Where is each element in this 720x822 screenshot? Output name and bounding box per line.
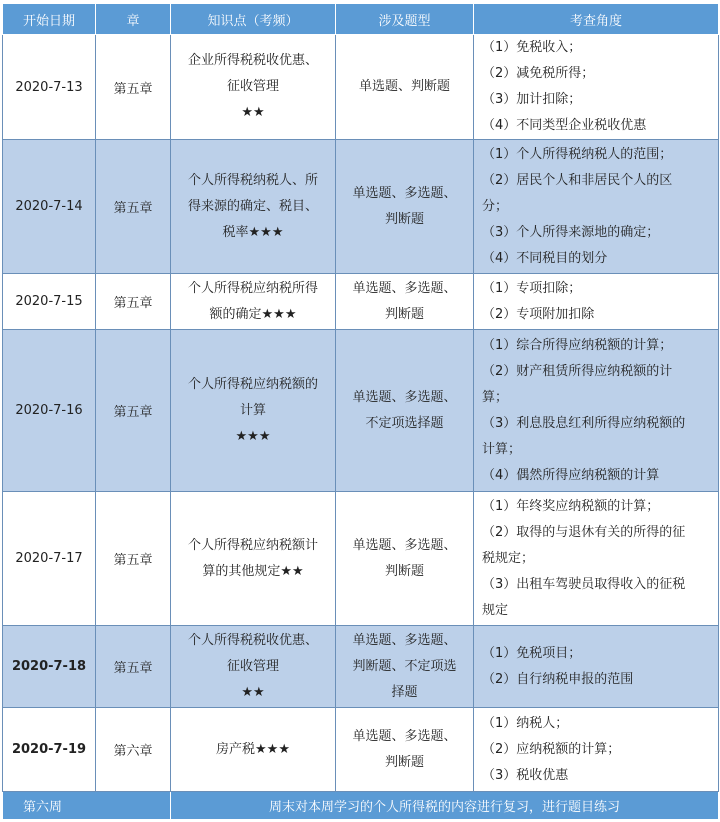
question-type-line: 单选题、多选题、 — [352, 537, 457, 553]
date-cell: 2020-7-19 — [3, 708, 96, 792]
table-row — [3, 492, 719, 626]
angle-item: （1）专项扣除； — [482, 280, 582, 296]
angle-item: （1）免税项目； — [482, 645, 582, 661]
angle-item: （1）年终奖应纳税额的计算； — [482, 498, 660, 514]
table-row — [3, 626, 719, 708]
angle-item: （3）出租车驾驶员取得收入的征税 — [482, 576, 686, 592]
weekend-review-note: 周末对本周学习的个人所得税的内容进行复习，进行题目练习 — [171, 792, 719, 820]
exam-angle-cell — [474, 708, 719, 792]
angle-item: 计算； — [482, 441, 522, 457]
angle-item: 税规定； — [482, 550, 535, 566]
topic-line: 个人所得税应纳税所得 — [187, 280, 318, 296]
topic-cell — [171, 626, 336, 708]
exam-angle-cell — [474, 626, 719, 708]
question-type-line: 判断题 — [384, 306, 424, 322]
angle-item: （4）不同税目的划分 — [482, 250, 608, 266]
question-type-cell — [336, 35, 474, 140]
angle-item: （1）综合所得应纳税额的计算； — [482, 337, 673, 353]
question-type-cell — [336, 140, 474, 274]
angle-item: 规定 — [482, 602, 509, 618]
exam-angle-cell — [474, 492, 719, 626]
topic-line: 个人所得税税收优惠、 — [187, 632, 318, 648]
angle-item: 分； — [482, 198, 509, 214]
frequency-stars: ★★ — [241, 684, 265, 700]
date-cell: 2020-7-13 — [3, 35, 96, 140]
study-schedule-table — [2, 3, 719, 820]
week-label: 第六周 — [3, 792, 171, 820]
angle-item: （4）偶然所得应纳税额的计算 — [482, 467, 660, 483]
topic-line: 企业所得税税收优惠、 — [187, 53, 318, 68]
header-topic: 知识点（考频） — [171, 4, 336, 35]
question-type-cell — [336, 626, 474, 708]
header-chapter: 章 — [96, 4, 171, 35]
topic-line: 征收管理 — [226, 79, 279, 94]
topic-cell — [171, 140, 336, 274]
angle-item: （3）利息股息红利所得应纳税额的 — [482, 415, 686, 431]
topic-cell — [171, 35, 336, 140]
question-type-line: 判断题、不定项选 — [352, 658, 457, 674]
exam-angle-cell — [474, 274, 719, 330]
angle-item: （2）自行纳税申报的范围 — [482, 671, 634, 687]
angle-item: （1）免税收入； — [482, 40, 582, 55]
topic-line: 算的其他规定★★ — [202, 563, 304, 579]
topic-cell — [171, 492, 336, 626]
topic-cell — [171, 330, 336, 492]
chapter-cell: 第五章 — [96, 140, 171, 274]
chapter-cell: 第五章 — [96, 35, 171, 140]
angle-item: （2）减免税所得； — [482, 66, 595, 81]
topic-line: 个人所得税应纳税额计 — [187, 537, 318, 553]
footer-row — [3, 792, 719, 820]
header-question-type: 涉及题型 — [336, 4, 474, 35]
chapter-cell: 第五章 — [96, 626, 171, 708]
topic-line: 个人所得税纳税人、所 — [187, 172, 318, 188]
angle-item: （1）个人所得税纳税人的范围； — [482, 146, 673, 162]
topic-line: 征收管理 — [226, 658, 279, 674]
table-row — [3, 708, 719, 792]
angle-item: （2）取得的与退休有关的所得的征 — [482, 524, 686, 540]
topic-line: 房产税★★★ — [216, 741, 290, 757]
question-type-line: 择题 — [391, 684, 418, 700]
date-cell: 2020-7-15 — [3, 274, 96, 330]
topic-cell — [171, 274, 336, 330]
angle-item: （3）个人所得来源地的确定； — [482, 224, 660, 240]
date-cell: 2020-7-17 — [3, 492, 96, 626]
question-type-line: 单选题、多选题、 — [352, 280, 457, 296]
date-cell: 2020-7-16 — [3, 330, 96, 492]
topic-line: 个人所得税应纳税额的 — [187, 376, 318, 392]
exam-angle-cell — [474, 330, 719, 492]
table-row — [3, 35, 719, 140]
topic-cell — [171, 708, 336, 792]
table-row — [3, 140, 719, 274]
question-type-line: 判断题 — [384, 754, 424, 770]
topic-line: 额的确定★★★ — [209, 306, 297, 322]
date-cell: 2020-7-14 — [3, 140, 96, 274]
exam-angle-cell — [474, 140, 719, 274]
angle-item: （2）财产租赁所得应纳税额的计 — [482, 363, 673, 379]
topic-line: 得来源的确定、税目、 — [187, 198, 318, 214]
question-type-line: 单选题、多选题、 — [352, 632, 457, 648]
angle-item: （2）应纳税额的计算； — [482, 741, 621, 757]
exam-angle-cell — [474, 35, 719, 140]
question-type-line: 单选题、多选题、 — [352, 389, 457, 405]
header-row — [3, 4, 719, 35]
question-type-cell — [336, 330, 474, 492]
header-start-date: 开始日期 — [3, 4, 96, 35]
chapter-cell: 第六章 — [96, 708, 171, 792]
topic-line: 计算 — [239, 402, 266, 418]
frequency-stars: ★★ — [241, 105, 265, 120]
angle-item: （4）不同类型企业税收优惠 — [482, 118, 647, 133]
angle-item: （1）纳税人； — [482, 715, 569, 731]
table-row — [3, 330, 719, 492]
angle-item: 算； — [482, 389, 509, 405]
chapter-cell: 第五章 — [96, 330, 171, 492]
chapter-cell: 第五章 — [96, 274, 171, 330]
question-type-line: 单选题、多选题、 — [352, 728, 457, 744]
question-type-cell — [336, 708, 474, 792]
angle-item: （2）居民个人和非居民个人的区 — [482, 172, 673, 188]
question-type-line: 判断题 — [384, 563, 424, 579]
angle-item: （2）专项附加扣除 — [482, 306, 595, 322]
date-cell: 2020-7-18 — [3, 626, 96, 708]
table-row — [3, 274, 719, 330]
topic-line: 税率★★★ — [222, 224, 284, 240]
question-type-line: 单选题、多选题、 — [352, 185, 457, 201]
question-type-line: 判断题 — [384, 211, 424, 227]
question-type-cell — [336, 492, 474, 626]
header-exam-angle: 考查角度 — [474, 4, 719, 35]
chapter-cell: 第五章 — [96, 492, 171, 626]
angle-item: （3）加计扣除； — [482, 92, 582, 107]
question-type-line: 单选题、判断题 — [358, 79, 450, 94]
angle-item: （3）税收优惠 — [482, 767, 569, 783]
question-type-cell — [336, 274, 474, 330]
question-type-line: 不定项选择题 — [365, 415, 444, 431]
frequency-stars: ★★★ — [235, 428, 271, 444]
